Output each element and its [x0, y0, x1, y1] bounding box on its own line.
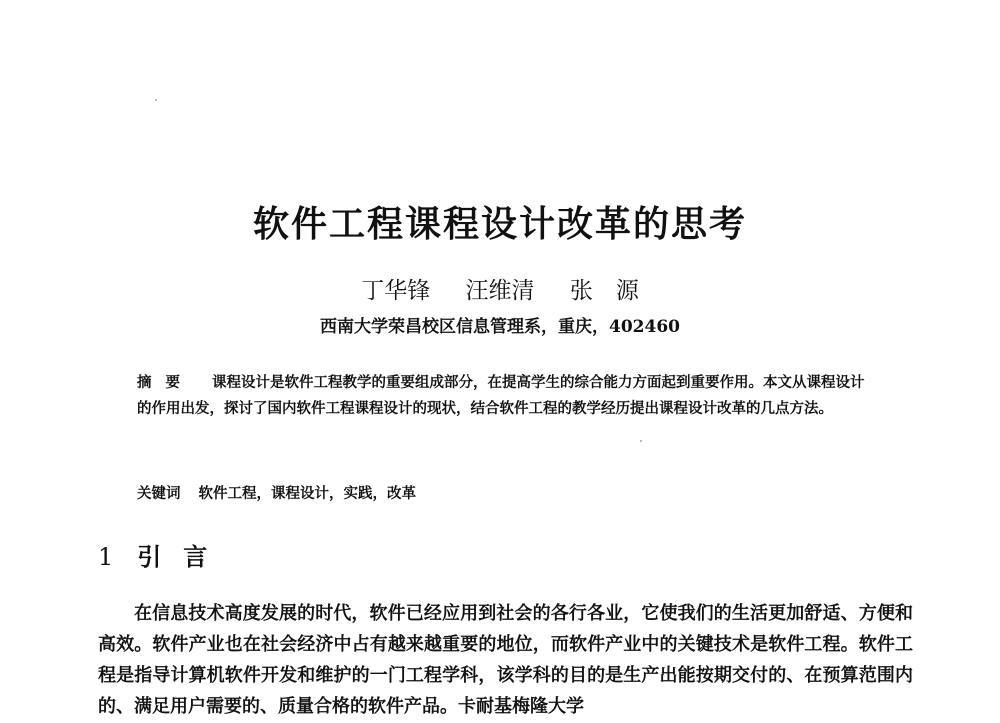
author-name: 张 源	[569, 278, 639, 304]
section-heading	[98, 537, 229, 572]
section-title: 引言	[137, 543, 230, 571]
keywords-text: 软件工程，课程设计，实践，改革	[198, 485, 416, 502]
abstract-text: 课程设计是软件工程教学的重要组成部分，在提高学生的综合能力方面起到重要作用。本文从课程设计的作用出发，探讨了国内软件工程课程设计的现状，结合软件工程的教学经历提出课程设计改革的几点方法。	[137, 374, 865, 417]
author-name: 丁华锋	[361, 278, 431, 304]
section-number: 1	[98, 543, 114, 571]
keywords	[137, 482, 877, 503]
scan-speck	[640, 440, 642, 442]
section-paragraph: 在信息技术高度发展的时代，软件已经应用到社会的各行各业，它使我们的生活更加舒适、方便和高效。软件产业也在社会经济中占有越来越重要的地位，而软件产业中的关键技术是软件工程。软件工程是指导计算机软件开发和维护的一门工程学科，该学科的目的是生产出能按期交付的、在预算范围内的、满足用户需要的、质量合格的软件产品。卡耐基梅隆大学	[98, 603, 913, 717]
abstract-label: 摘要	[137, 374, 194, 391]
author-name: 汪维清	[465, 278, 535, 304]
author-list	[0, 272, 1000, 305]
paper-title: 软件工程课程设计改革的思考	[252, 204, 747, 245]
keywords-label: 关键词	[137, 485, 181, 502]
abstract	[137, 370, 877, 422]
author-affiliation: 西南大学荣昌校区信息管理系，重庆，402460	[320, 317, 680, 337]
scan-speck	[155, 99, 157, 101]
